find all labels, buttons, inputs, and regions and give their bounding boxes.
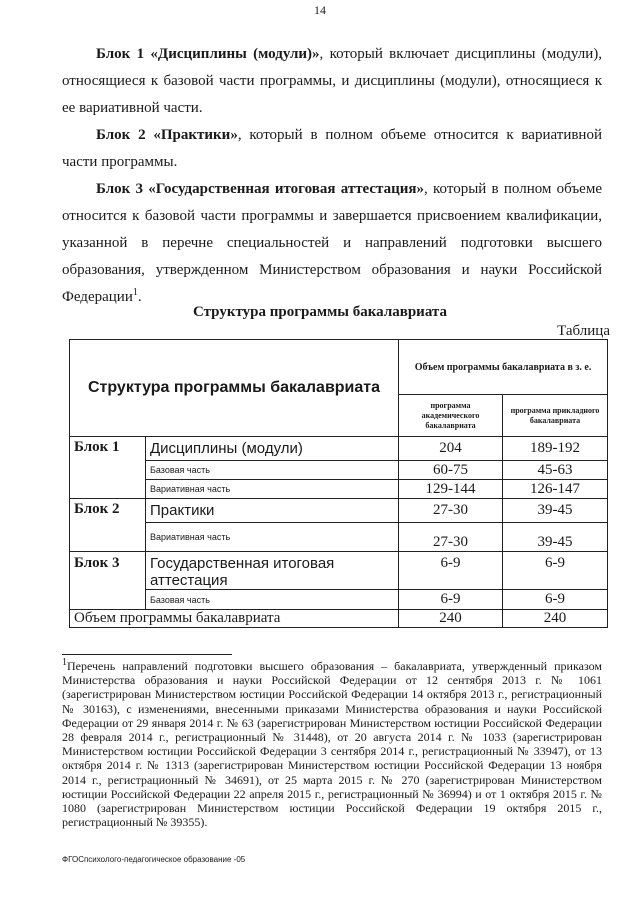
row-applied: 6-9 (503, 590, 608, 610)
paragraph-block-1 (62, 41, 602, 122)
block-label: Блок 3 (70, 552, 146, 610)
table-total-row (70, 610, 608, 628)
block-3-text: , который в полном объеме относится к базовой части программы и завершается присвоением квалификации, указанной в перечне специальностей и направлений подготовки высшего образования, утвержденном Министерством образования и науки Российской Федерации (62, 181, 602, 305)
table-label: Таблица (557, 323, 610, 339)
header-academic: программа академического бакалавриата (399, 395, 503, 437)
row-name: Вариативная часть (146, 523, 399, 552)
table-row (70, 523, 608, 552)
table-row (70, 552, 608, 590)
table-row (70, 480, 608, 499)
row-academic: 6-9 (399, 590, 503, 610)
total-label: Объем программы бакалавриата (70, 610, 399, 628)
block-label: Блок 1 (70, 437, 146, 499)
table-row (70, 461, 608, 480)
block-label: Блок 2 (70, 499, 146, 552)
row-applied: 39-45 (503, 499, 608, 523)
page-number: 14 (314, 3, 326, 17)
program-structure-table (69, 339, 608, 628)
table-caption: Структура программы бакалавриата (193, 304, 447, 320)
footnote (62, 659, 602, 829)
footnote-ref[interactable]: 1 (132, 287, 138, 298)
row-applied: 126-147 (503, 480, 608, 499)
row-applied: 189-192 (503, 437, 608, 461)
paragraph-block-3 (62, 176, 602, 311)
header-volume: Объем программы бакалавриата в з. е. (399, 340, 608, 395)
total-academic: 240 (399, 610, 503, 628)
table-row (70, 437, 608, 461)
table-row (70, 590, 608, 610)
page-footer: ФГОСпсихолого-педагогическое образование -05 (62, 855, 246, 864)
footnote-separator (62, 654, 232, 655)
footnote-marker: 1 (62, 657, 67, 668)
row-academic: 204 (399, 437, 503, 461)
header-applied: программа прикладного бакалавриата (503, 395, 608, 437)
table-row (70, 499, 608, 523)
row-name: Базовая часть (146, 461, 399, 480)
block-1-text: , который включает дисциплины (модули), относящиеся к базовой части программы, и дисциплины (модули), относящиеся к ее вариативной части. (62, 46, 602, 116)
row-name: Государственная итоговая аттестация (146, 552, 399, 590)
total-applied: 240 (503, 610, 608, 628)
block-2-text: , который в полном объеме относится к вариативной части программы. (62, 127, 602, 170)
row-academic: 27-30 (399, 523, 503, 552)
block-1-title: Блок 1 «Дисциплины (модули)» (96, 46, 320, 62)
paragraph-block-2 (62, 122, 602, 176)
row-applied: 6-9 (503, 552, 608, 590)
block-3-title: Блок 3 «Государственная итоговая аттестация» (96, 181, 425, 197)
footnote-text: Перечень направлений подготовки высшего образования – бакалавриата, утвержденный приказом Министерства образования и науки Российской Федерации от 12 сентября 2013 г. № 1061 (зарегистрирован Министерством юстиции Российской Федерации 14 октября 2013 г., регистрационный № 30163), с изменениями, внесенными приказами Министерства образования и науки Российской Федерации от 29 января 2014 г. № 63 (зарегистрирован Министерством юстиции Российской Федерации 28 февраля 2014 г., регистрационный № 31448), от 20 августа 2014 г. № 1033 (зарегистрирован Министерством юстиции Российской Федерации 3 сентября 2014 г., регистрационный № 33947), от 13 октября 2014 г. № 1313 (зарегистрирован Министерством юстиции Российской Федерации 13 ноября 2014 г., регистрационный № 34691), от 25 марта 2015 г. № 270 (зарегистрирован Министерством юстиции Российской Федерации 22 апреля 2015 г., регистрационный № 36994) и от 1 октября 2015 г. № 1080 (зарегистрирован Министерством юстиции Российской Федерации 19 октября 2015 г., регистрационный № 39355). (62, 659, 602, 830)
row-academic: 27-30 (399, 499, 503, 523)
block-2-title: Блок 2 «Практики» (96, 127, 238, 143)
row-name: Вариативная часть (146, 480, 399, 499)
block-3-end: . (137, 289, 142, 305)
row-name: Базовая часть (146, 590, 399, 610)
row-academic: 129-144 (399, 480, 503, 499)
row-academic: 60-75 (399, 461, 503, 480)
row-name: Дисциплины (модули) (146, 437, 399, 461)
row-academic: 6-9 (399, 552, 503, 590)
row-applied: 39-45 (503, 523, 608, 552)
row-applied: 45-63 (503, 461, 608, 480)
header-structure: Структура программы бакалавриата (70, 340, 399, 437)
row-name: Практики (146, 499, 399, 523)
